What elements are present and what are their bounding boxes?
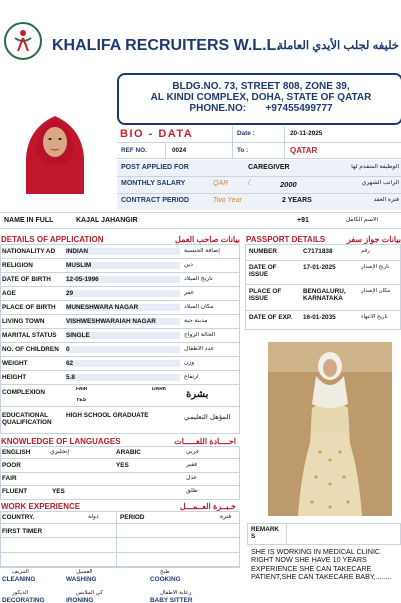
app-row-arabic: عدد الأطفال bbox=[184, 346, 215, 352]
salary-slash: /. bbox=[248, 180, 252, 187]
skill-arabic: رعاية الأطفال bbox=[160, 590, 192, 596]
app-row-divider bbox=[0, 272, 240, 273]
app-row-label: LIVING TOWN bbox=[2, 318, 45, 325]
logo-figure-icon bbox=[6, 24, 40, 58]
app-row-label: WEIGHT bbox=[2, 360, 28, 367]
skill-label: BABY SITTER bbox=[150, 597, 193, 603]
language-level-arabic: فقير bbox=[186, 462, 198, 468]
app-row-value: 12-05-1996 bbox=[66, 276, 180, 283]
biodata-title: BIO - DATA bbox=[120, 128, 194, 140]
education-label: EDUCATIONAL QUALIFICATION bbox=[2, 412, 52, 427]
application-title-arabic: بيانات صاحب العمل bbox=[175, 235, 240, 244]
skill-label: CLEANING bbox=[2, 576, 36, 583]
app-row-arabic: مكان الميلاد bbox=[184, 304, 214, 310]
date-label: Date : bbox=[237, 130, 255, 137]
language-level-label: FLUENT bbox=[2, 488, 28, 495]
complexion-arabic: بشرة bbox=[186, 389, 209, 400]
complexion-label: COMPLEXION bbox=[2, 389, 45, 396]
name-value: KAJAL JAHANGIR bbox=[76, 217, 138, 224]
skill-arabic: التنزيف bbox=[12, 569, 29, 575]
app-row-label: HEIGHT bbox=[2, 374, 27, 381]
passport-row-arabic: تاريخ الانتهاء bbox=[361, 314, 388, 320]
app-row-label: MARITAL STATUS bbox=[2, 332, 57, 339]
contract-value: 2 YEARS bbox=[282, 197, 312, 204]
name-label-arabic: الاسم الكامل bbox=[345, 217, 378, 223]
address-box bbox=[117, 73, 401, 125]
complexion-divider bbox=[0, 406, 240, 407]
period-header-arabic: فترة bbox=[220, 514, 232, 520]
passport-title-arabic: بيانات جواز سفر bbox=[346, 235, 401, 244]
passport-row-label: DATE OF EXP. bbox=[249, 314, 293, 321]
name-label: NAME IN FULL bbox=[4, 217, 54, 224]
passport-row-value: 17-01-2025 bbox=[303, 264, 336, 271]
complexion-dark: DARK bbox=[152, 387, 167, 392]
app-row-label: NATIONALITY AD bbox=[2, 248, 56, 255]
passport-row-label: DATE OF ISSUE bbox=[249, 264, 277, 279]
passport-row-arabic: تاريخ الإصدار bbox=[361, 264, 390, 270]
app-row-label: DATE OF BIRTH bbox=[2, 276, 51, 283]
languages-title-arabic: احــــادة اللغـــــات bbox=[174, 437, 236, 446]
remarks-label: REMARKS bbox=[251, 526, 280, 541]
app-row-value: 29 bbox=[66, 290, 180, 297]
phone-number: +97455499777 bbox=[265, 103, 333, 114]
passport-row-divider bbox=[245, 260, 401, 261]
passport-row-arabic: رقم bbox=[361, 248, 370, 254]
app-row-arabic: دين bbox=[184, 262, 193, 268]
arabic-header: ARABIC bbox=[116, 449, 141, 456]
app-row-divider bbox=[0, 342, 240, 343]
remarks-text: SHE IS WORKING IN MEDICAL CLINIC RIGHT NOW SHE HAVE 10 YEARS EXPERIENCE SHE CAN TAKECARE PATIENT,SHE CAN TAKECARE BABY,........ bbox=[251, 547, 392, 581]
app-row-arabic: عمر bbox=[184, 290, 195, 296]
to-label: To : bbox=[237, 147, 249, 154]
app-row-arabic: وزن bbox=[184, 360, 195, 366]
app-row-arabic: الحالة الزواج bbox=[184, 332, 216, 338]
languages-title: KNOWLEDGE OF LANGUAGES bbox=[1, 437, 121, 446]
app-row-value: SINGLE bbox=[66, 332, 180, 339]
app-row-divider bbox=[0, 384, 240, 385]
passport-title: PASSPORT DETAILS bbox=[246, 235, 326, 244]
app-row-arabic: ارتفاع bbox=[184, 374, 199, 380]
skill-arabic: كي الملابس bbox=[76, 590, 103, 596]
passport-row-label: NUMBER bbox=[249, 248, 278, 255]
app-row-label: RELIGION bbox=[2, 262, 33, 269]
country-header: COUNTRY. bbox=[2, 514, 35, 521]
app-row-arabic: تاريخ الميلاد bbox=[184, 276, 213, 282]
app-row-arabic: إضافة الجنسية bbox=[184, 248, 220, 254]
post-value: CAREGIVER bbox=[248, 164, 290, 171]
language-level-arabic: طلق bbox=[186, 488, 198, 494]
app-row-label: NO. OF CHILDREN bbox=[2, 346, 59, 353]
language-level-label: POOR bbox=[2, 462, 21, 469]
language-level-label: FAIR bbox=[2, 475, 17, 482]
passport-row-arabic: مكان الإصدار bbox=[361, 288, 391, 294]
ref-value: 0024 bbox=[172, 147, 187, 154]
complexion-yes: YES bbox=[76, 398, 87, 403]
skill-arabic: طبخ bbox=[160, 569, 170, 575]
language-english-value: YES bbox=[52, 488, 65, 495]
passport-row-label: PLACE OF ISSUE bbox=[249, 288, 282, 303]
passport-table bbox=[245, 244, 401, 330]
app-row-divider bbox=[0, 300, 240, 301]
language-row-divider bbox=[0, 472, 240, 473]
education-arabic: المؤهل التعليمي bbox=[184, 414, 231, 421]
app-row-value: VISHWESHWARAIAH NAGAR bbox=[66, 318, 180, 325]
contract-label: CONTRACT PERIOD bbox=[121, 197, 190, 204]
ref-label: REF NO. bbox=[121, 147, 147, 154]
skill-label: WASHING bbox=[66, 576, 97, 583]
phone-line bbox=[119, 103, 401, 114]
contract-english: Two Year bbox=[213, 197, 242, 204]
salary-label-arabic: الراتب الشهري bbox=[361, 180, 399, 186]
passport-row-divider bbox=[245, 284, 401, 285]
complexion-fair: FAIR bbox=[76, 387, 88, 392]
app-row-value: INDIAN bbox=[66, 248, 180, 255]
address-line-2: AL KINDI COMPLEX, DOHA, STATE OF QATAR bbox=[150, 92, 372, 103]
application-table bbox=[0, 244, 240, 434]
app-row-divider bbox=[0, 370, 240, 371]
company-name-arabic: خليفه لجلب الأيدي العاملة bbox=[277, 40, 399, 52]
contract-label-arabic: فترة العقد bbox=[373, 197, 399, 203]
arabic-header-arabic: عربي bbox=[186, 449, 200, 455]
phone-code: +91 bbox=[297, 217, 309, 224]
app-row-value: 0 bbox=[66, 346, 180, 353]
passport-row-value: 16-01-2035 bbox=[303, 314, 336, 321]
app-row-divider bbox=[0, 356, 240, 357]
logo bbox=[4, 22, 42, 60]
post-label-arabic: الوظيفة المتقدم لها bbox=[351, 164, 399, 170]
skill-arabic: الغسيل bbox=[76, 569, 93, 575]
address-line-1: BLDG.NO. 73, STREET 808, ZONE 39, bbox=[172, 81, 350, 92]
skill-label: IRONING bbox=[66, 597, 94, 603]
app-row-value: MUSLIM bbox=[66, 262, 180, 269]
app-row-value: 62 bbox=[66, 360, 180, 367]
country-header-arabic: دولة bbox=[88, 514, 99, 520]
passport-row-value: C7171838 bbox=[303, 248, 333, 255]
language-row-divider bbox=[0, 485, 240, 486]
salary-label: MONTHLY SALARY bbox=[121, 180, 186, 187]
app-row-arabic: مدينة حية bbox=[184, 318, 208, 324]
passport-row-value: BENGALURU, KARNATAKA bbox=[303, 288, 346, 303]
company-name: KHALIFA RECRUITERS W.L.L. bbox=[52, 37, 281, 54]
period-header: PERIOD bbox=[120, 514, 145, 521]
applicant-headshot bbox=[18, 98, 92, 194]
salary-value: 2000 bbox=[280, 180, 297, 189]
skill-label: COOKING bbox=[150, 576, 181, 583]
first-timer-text: FIRST TIMER bbox=[2, 528, 43, 535]
app-row-divider bbox=[0, 328, 240, 329]
app-row-value: 5.8 bbox=[66, 374, 180, 381]
to-value: QATAR bbox=[290, 146, 318, 155]
app-row-divider bbox=[0, 258, 240, 259]
phone-label: PHONE.NO: bbox=[189, 103, 247, 114]
app-row-value: MUNESHWARA NAGAR bbox=[66, 304, 180, 311]
education-value: HIGH SCHOOL GRADUATE bbox=[66, 412, 149, 419]
app-row-divider bbox=[0, 314, 240, 315]
languages-table bbox=[0, 446, 240, 500]
app-row-label: PLACE OF BIRTH bbox=[2, 304, 56, 311]
skill-arabic: الديكور bbox=[12, 590, 29, 596]
salary-currency: QAR bbox=[213, 180, 229, 187]
app-row-divider bbox=[0, 286, 240, 287]
applicant-full-photo bbox=[268, 342, 392, 516]
work-title: WORK EXPERIENCE bbox=[1, 502, 81, 511]
language-arabic-value: YES bbox=[116, 462, 129, 469]
app-row-label: AGE bbox=[2, 290, 16, 297]
english-header: ENGLISH bbox=[2, 449, 31, 456]
passport-row-divider bbox=[245, 310, 401, 311]
language-level-arabic: عدل bbox=[186, 475, 198, 481]
english-header-arabic: إنجليزي bbox=[50, 449, 70, 455]
date-value: 20-11-2025 bbox=[290, 130, 323, 137]
skill-label: DECORATING bbox=[2, 597, 45, 603]
work-title-arabic: خـبــرة العــمـــل bbox=[179, 502, 236, 511]
application-title: DETAILS OF APPLICATION bbox=[1, 235, 104, 244]
post-label: POST APPLIED FOR bbox=[121, 164, 189, 171]
